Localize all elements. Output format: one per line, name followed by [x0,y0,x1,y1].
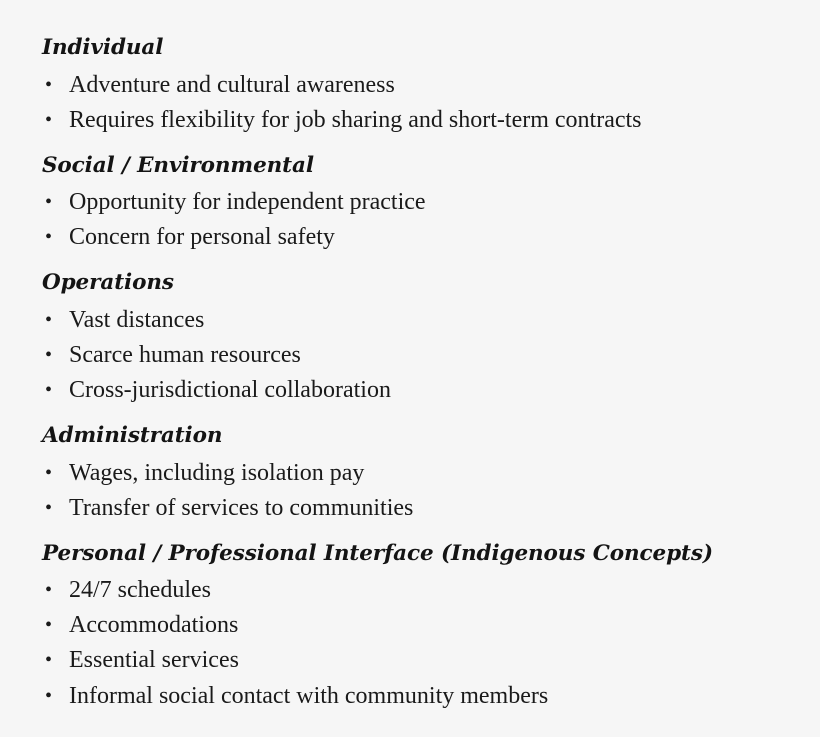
section-operations [42,269,780,407]
list-item [42,303,780,337]
list-item [42,573,780,607]
bullet-icon: • [45,614,53,637]
section-heading: Individual [42,35,164,60]
bullet-icon: • [45,684,53,707]
list-item [42,338,780,372]
bullet-icon: • [45,649,53,672]
bullet-list [42,573,780,712]
list-item [42,68,780,102]
list-item-label: Transfer of services to communities [69,494,414,521]
bullet-icon: • [45,343,53,366]
list-item-label: Accommodations [69,612,239,639]
list-item-label: Wages, including isolation pay [69,459,365,486]
bullet-icon: • [45,496,53,519]
bullet-list [42,456,780,525]
section-individual [42,34,780,137]
list-item [42,491,780,525]
bullet-icon: • [45,73,53,96]
list-item-label: Scarce human resources [69,341,301,368]
bullet-icon: • [45,379,53,402]
list-item [42,643,780,677]
bullet-icon: • [45,191,53,214]
list-item [42,185,780,219]
list-item [42,456,780,490]
section-personal-professional-interface [42,540,780,713]
list-item-label: Essential services [69,647,239,674]
list-item [42,373,780,407]
section-heading: Social / Environmental [42,152,314,178]
list-item-label: Requires flexibility for job sharing and short-term contracts [69,106,642,133]
bullet-list [42,68,780,137]
section-heading: Operations [42,270,174,296]
list-item-label: Cross-jurisdictional collaboration [69,377,391,404]
list-item-label: Informal social contact with community members [69,682,549,709]
bullet-list [42,185,780,254]
bullet-icon: • [45,226,53,249]
list-item [42,103,780,137]
bullet-icon: • [45,579,53,602]
bullet-list [42,303,780,407]
list-item [42,679,780,713]
section-heading: Personal / Professional Interface (Indigenous Concepts) [42,540,713,566]
bullet-icon: • [45,308,53,331]
bullet-icon: • [45,108,53,131]
bullet-icon: • [45,461,53,484]
list-item-label: Opportunity for independent practice [69,189,426,216]
list-item-label: Concern for personal safety [69,224,335,251]
section-heading: Administration [42,423,223,449]
list-item-label: Vast distances [69,306,205,333]
list-item [42,220,780,254]
list-item-label: Adventure and cultural awareness [69,71,395,98]
section-social-environmental [42,152,780,255]
list-item-label: 24/7 schedules [69,577,211,604]
section-administration [42,422,780,525]
list-item [42,608,780,642]
